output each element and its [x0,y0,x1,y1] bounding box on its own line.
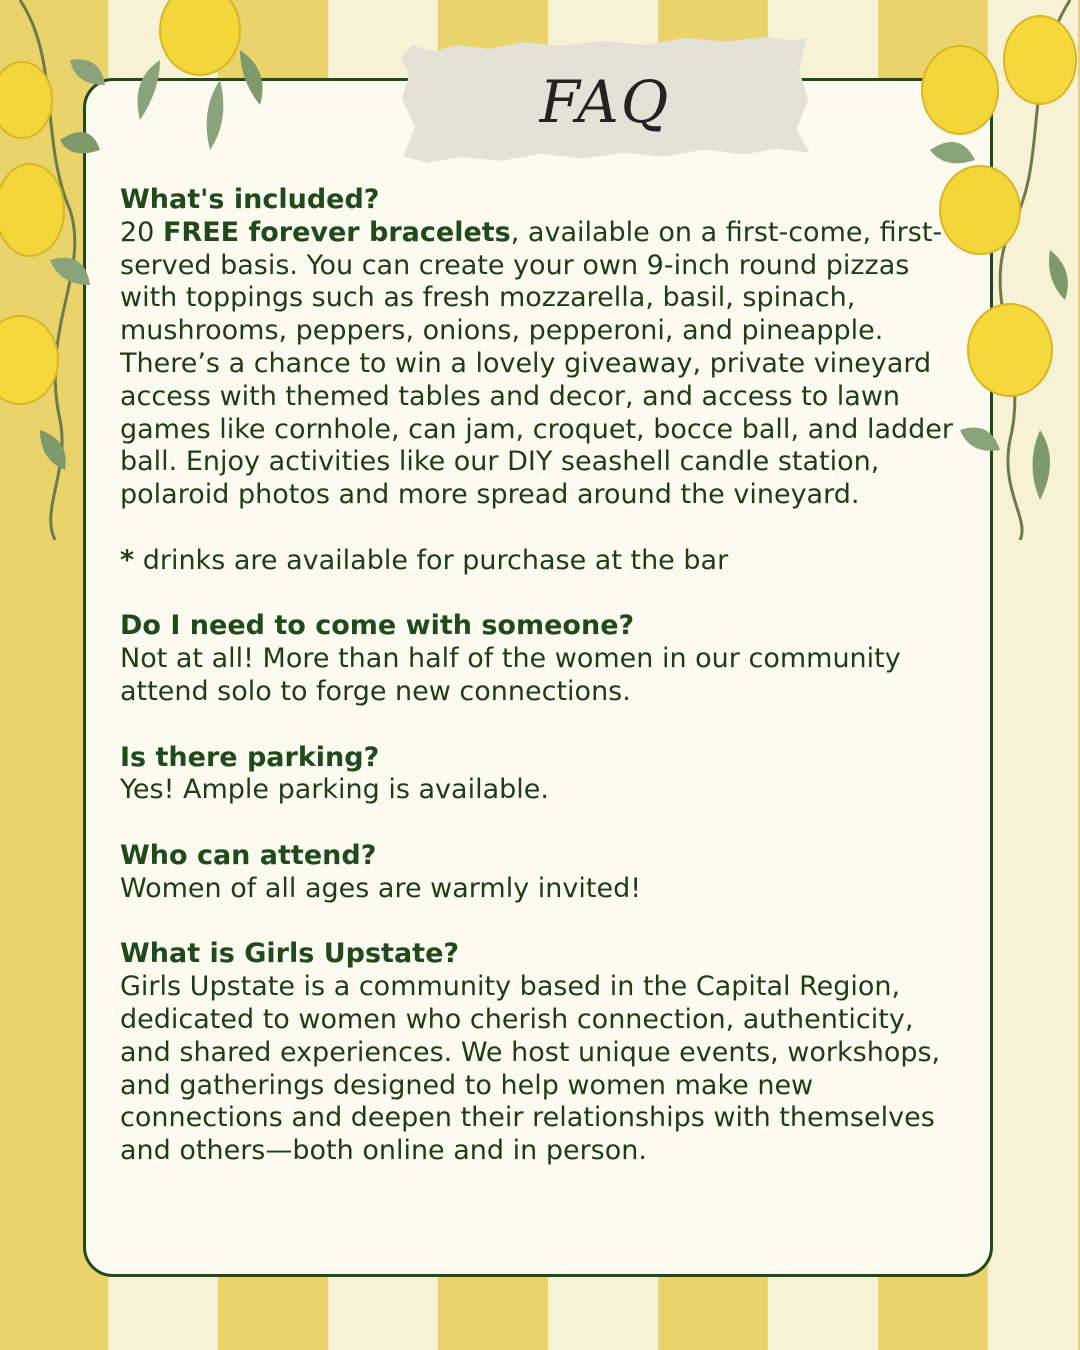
faq-answer-parking: Yes! Ample parking is available. [120,774,549,806]
faq-content [120,184,970,1168]
answer-body: , available on a first-come, first-served basis. You can create your own 9-inch round pizzas with toppings such as fresh mozzarella, basil, spinach, mushrooms, peppers, onions, pepperoni, and pineapple. There’s a chance to win a lovely giveaway, private vineyard access with themed tables and decor, and access to lawn games like cornhole, can jam, croquet, bocce ball, and ladder ball. Enjoy activities like our DIY seashell candle station, polaroid photos and more spread around the vineyard. [120,216,954,511]
faq-answer-attend: Women of all ages are warmly invited! [120,872,642,904]
drinks-note [120,545,970,578]
note-star: * [120,544,135,576]
faq-answer-included [120,217,970,512]
page-title: FAQ [539,68,671,136]
faq-answer-about: Girls Upstate is a community based in the Capital Region, dedicated to women who cherish connection, authenticity, and shared experiences. We host unique events, workshops, and gatherings designed to help women make new connections and deepen their relationships with themselves and others—both online and in person. [120,971,941,1167]
faq-answer-companion: Not at all! More than half of the women in our community attend solo to forge new connections. [120,643,901,707]
answer-prefix: 20 [120,216,163,248]
answer-highlight: FREE forever bracelets [162,216,511,248]
faq-question-included: What's included? [120,184,380,215]
faq-question-companion: Do I need to come with someone? [120,610,635,642]
faq-question-attend: Who can attend? [120,839,377,871]
faq-question-about: What is Girls Upstate? [120,938,460,970]
lemon-branch-top-icon [100,0,280,170]
note-text: drinks are available for purchase at the bar [134,544,729,576]
faq-question-parking: Is there parking? [120,741,380,773]
